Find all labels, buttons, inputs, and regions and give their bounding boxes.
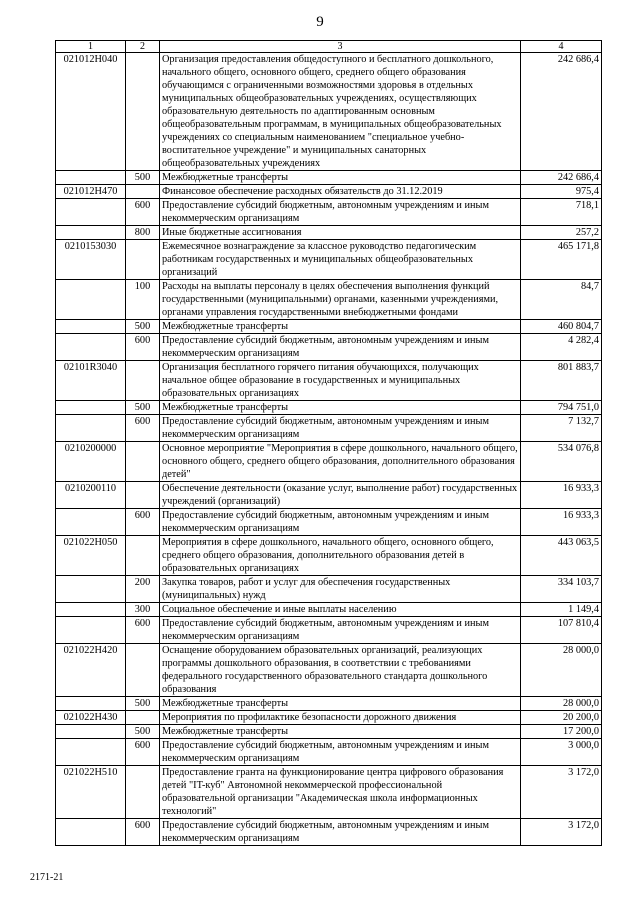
expense-name-cell: Расходы на выплаты персоналу в целях обеспечения выполнения функций государственными (муниципальными) органами, казенными учреждениями, органами управления государственными внебюджетными фондами [160,280,521,320]
budget-code-cell: 021022Н430 [56,711,126,725]
budget-code-cell [56,199,126,226]
expense-type-cell [126,482,160,509]
budget-code-cell [56,320,126,334]
table-row [56,361,602,401]
budget-code-cell: 021022Н050 [56,536,126,576]
expense-name-cell: Предоставление субсидий бюджетным, автономным учреждениям и иным некоммерческим организациям [160,334,521,361]
expense-type-cell: 200 [126,576,160,603]
expense-name-cell: Финансовое обеспечение расходных обязательств до 31.12.2019 [160,185,521,199]
budget-code-cell: 021012Н040 [56,53,126,171]
expense-name-cell: Организация бесплатного горячего питания обучающихся, получающих начальное общее образование в государственных и муниципальных образовательных организациях [160,361,521,401]
budget-code-cell [56,226,126,240]
expense-name-cell: Межбюджетные трансферты [160,171,521,185]
amount-cell: 16 933,3 [521,509,602,536]
budget-code-cell [56,739,126,766]
amount-cell: 534 076,8 [521,442,602,482]
expense-type-cell: 500 [126,171,160,185]
table-row [56,442,602,482]
budget-code-cell [56,171,126,185]
expense-type-cell [126,644,160,697]
column-header-sum: 4 [521,41,602,53]
table-row [56,199,602,226]
budget-code-cell: 021022Н420 [56,644,126,697]
amount-cell: 17 200,0 [521,725,602,739]
expense-type-cell [126,711,160,725]
budget-code-cell [56,603,126,617]
budget-code-cell: 0210200110 [56,482,126,509]
expense-type-cell: 800 [126,226,160,240]
budget-code-cell: 021022Н510 [56,766,126,819]
amount-cell: 28 000,0 [521,644,602,697]
expense-name-cell: Межбюджетные трансферты [160,320,521,334]
budget-code-cell [56,819,126,846]
budget-code-cell [56,415,126,442]
budget-code-cell: 0210200000 [56,442,126,482]
table-header-row [56,41,602,53]
table-row [56,644,602,697]
expense-type-cell [126,185,160,199]
table-row [56,617,602,644]
amount-cell: 334 103,7 [521,576,602,603]
budget-code-cell [56,697,126,711]
table-body [56,53,602,846]
amount-cell: 257,2 [521,226,602,240]
column-header-expense-type: 2 [126,41,160,53]
table-row [56,739,602,766]
expense-name-cell: Предоставление субсидий бюджетным, автономным учреждениям и иным некоммерческим организациям [160,415,521,442]
expense-name-cell: Мероприятия в сфере дошкольного, начального общего, основного общего, среднего общего образования, дополнительного образования детей в образовательных организациях [160,536,521,576]
table-row [56,711,602,725]
table-row [56,401,602,415]
expense-type-cell: 100 [126,280,160,320]
table-row [56,697,602,711]
amount-cell: 3 172,0 [521,819,602,846]
amount-cell: 20 200,0 [521,711,602,725]
table-row [56,509,602,536]
column-header-name: 3 [160,41,521,53]
amount-cell: 4 282,4 [521,334,602,361]
amount-cell: 718,1 [521,199,602,226]
budget-code-cell [56,617,126,644]
expense-type-cell [126,442,160,482]
budget-code-cell [56,334,126,361]
expense-name-cell: Межбюджетные трансферты [160,725,521,739]
amount-cell: 460 804,7 [521,320,602,334]
expense-type-cell: 500 [126,320,160,334]
table-row [56,415,602,442]
table-row [56,185,602,199]
expense-type-cell [126,536,160,576]
table-row [56,819,602,846]
amount-cell: 3 000,0 [521,739,602,766]
budget-table [55,40,602,846]
expense-type-cell: 600 [126,199,160,226]
amount-cell: 242 686,4 [521,171,602,185]
expense-type-cell: 600 [126,415,160,442]
table-row [56,482,602,509]
table-row [56,240,602,280]
amount-cell: 794 751,0 [521,401,602,415]
table-row [56,536,602,576]
amount-cell: 1 149,4 [521,603,602,617]
table-row [56,320,602,334]
column-header-code: 1 [56,41,126,53]
budget-code-cell [56,576,126,603]
expense-type-cell [126,361,160,401]
budget-code-cell: 02101R3040 [56,361,126,401]
amount-cell: 16 933,3 [521,482,602,509]
table-row [56,280,602,320]
expense-type-cell: 600 [126,334,160,361]
expense-type-cell: 500 [126,401,160,415]
expense-name-cell: Ежемесячное вознаграждение за классное руководство педагогическим работникам государственных и муниципальных общеобразовательных организаций [160,240,521,280]
amount-cell: 975,4 [521,185,602,199]
expense-name-cell: Закупка товаров, работ и услуг для обеспечения государственных (муниципальных) нужд [160,576,521,603]
page-number: 9 [316,14,324,30]
expense-name-cell: Иные бюджетные ассигнования [160,226,521,240]
expense-name-cell: Организация предоставления общедоступного и бесплатного дошкольного, начального общего, основного общего, среднего общего образования обучающимся с ограниченными возможностями здоровья в отдельных муниципальных общеобразовательных учреждениях, осуществляющих образовательную деятельность по адаптированным основным общеобразовательным программам, в муниципальных общеобразовательных учреждениях со специальным наименованием "специальное учебно-воспитательное учреждение" и муниципальных санаторных общеобразовательных учреждениях [160,53,521,171]
expense-name-cell: Предоставление субсидий бюджетным, автономным учреждениям и иным некоммерческим организациям [160,819,521,846]
amount-cell: 801 883,7 [521,361,602,401]
expense-name-cell: Мероприятия по профилактике безопасности дорожного движения [160,711,521,725]
table-row [56,725,602,739]
table-row [56,226,602,240]
table-row [56,53,602,171]
budget-code-cell [56,280,126,320]
table-row [56,171,602,185]
budget-code-cell: 021012Н470 [56,185,126,199]
expense-type-cell [126,766,160,819]
amount-cell: 107 810,4 [521,617,602,644]
budget-code-cell [56,509,126,536]
expense-type-cell: 600 [126,617,160,644]
document-code: 2171-21 [30,872,64,883]
expense-type-cell: 500 [126,725,160,739]
budget-code-cell [56,725,126,739]
amount-cell: 7 132,7 [521,415,602,442]
expense-name-cell: Межбюджетные трансферты [160,401,521,415]
expense-name-cell: Основное мероприятие "Мероприятия в сфере дошкольного, начального общего, основного общего, среднего общего образования, дополнительного образования детей" [160,442,521,482]
amount-cell: 443 063,5 [521,536,602,576]
amount-cell: 3 172,0 [521,766,602,819]
expense-type-cell: 500 [126,697,160,711]
expense-type-cell: 300 [126,603,160,617]
expense-name-cell: Предоставление субсидий бюджетным, автономным учреждениям и иным некоммерческим организациям [160,199,521,226]
expense-name-cell: Обеспечение деятельности (оказание услуг, выполнение работ) государственных учреждений (организаций) [160,482,521,509]
budget-code-cell [56,401,126,415]
expense-name-cell: Межбюджетные трансферты [160,697,521,711]
amount-cell: 465 171,8 [521,240,602,280]
expense-type-cell: 600 [126,819,160,846]
budget-code-cell: 0210153030 [56,240,126,280]
expense-name-cell: Предоставление субсидий бюджетным, автономным учреждениям и иным некоммерческим организациям [160,509,521,536]
expense-name-cell: Оснащение оборудованием образовательных организаций, реализующих программы дошкольного образования, в соответствии с требованиями федерального государственного образовательного стандарта дошкольного образования [160,644,521,697]
expense-name-cell: Предоставление субсидий бюджетным, автономным учреждениям и иным некоммерческим организациям [160,617,521,644]
expense-name-cell: Предоставление гранта на функционирование центра цифрового образования детей "IT-куб" Автономной некоммерческой профессиональной образовательной организации "Академическая школа информационных технологий" [160,766,521,819]
table-row [56,766,602,819]
expense-type-cell: 600 [126,739,160,766]
amount-cell: 84,7 [521,280,602,320]
amount-cell: 242 686,4 [521,53,602,171]
expense-name-cell: Предоставление субсидий бюджетным, автономным учреждениям и иным некоммерческим организациям [160,739,521,766]
expense-name-cell: Социальное обеспечение и иные выплаты населению [160,603,521,617]
expense-type-cell [126,240,160,280]
table-row [56,576,602,603]
table-row [56,603,602,617]
expense-type-cell: 600 [126,509,160,536]
amount-cell: 28 000,0 [521,697,602,711]
expense-type-cell [126,53,160,171]
table-row [56,334,602,361]
